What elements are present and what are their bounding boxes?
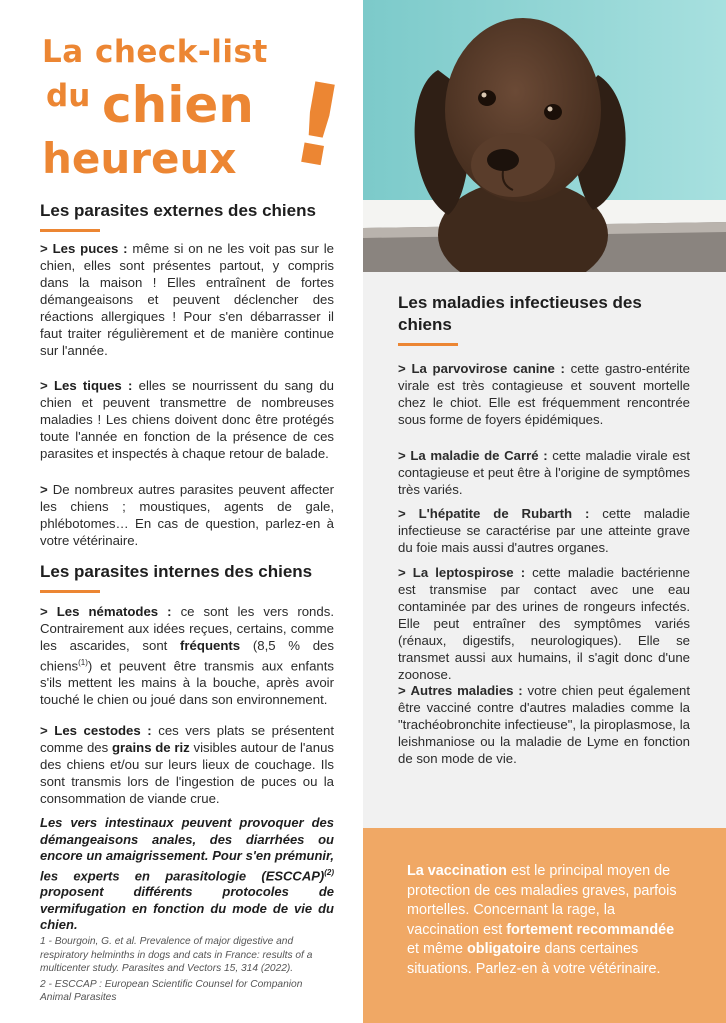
vacc-emphasis: fortement recommandée	[506, 921, 675, 938]
arrow-icon: >	[398, 565, 406, 580]
arrow-icon: >	[40, 604, 48, 619]
item-text: cette maladie virale est contagieuse et peut être à l'origine de symptômes très variés.	[398, 448, 690, 497]
footnote-ref: (2)	[324, 867, 334, 877]
infectious-heading-text: Les maladies infectieuses des chiens	[398, 293, 642, 334]
item-label: Les tiques :	[53, 378, 133, 393]
item-text: ces vers plats se présentent comme des	[40, 723, 334, 755]
footnote-2: 2 - ESCCAP : European Scientific Counsel for Companion Animal Parasites	[40, 978, 303, 1003]
arrow-icon: >	[398, 361, 406, 376]
arrow-icon: >	[398, 683, 406, 698]
list-item	[398, 360, 690, 428]
list-item	[40, 481, 334, 549]
item-emphasis: grains de riz	[111, 740, 190, 755]
vacc-emphasis: La vaccination	[407, 863, 507, 879]
internal-parasites-heading	[40, 561, 340, 593]
arrow-icon: >	[40, 378, 48, 393]
item-text: De nombreux autres parasites peuvent affecter les chiens ; moustiques, agents de gale, phlébotomes… En cas de question, parlez-en à votre vétérinaire.	[40, 482, 334, 548]
list-item	[40, 722, 334, 807]
item-label: Autres maladies :	[410, 683, 523, 698]
item-text: ce sont les vers ronds. Contrairement aux idées reçues, certains, comme les ascarides, sont	[40, 604, 334, 653]
heading-underline	[398, 343, 458, 346]
item-text: (8,5 % des chiens	[40, 638, 334, 674]
title-exclamation: !	[281, 57, 354, 195]
list-item	[40, 240, 334, 359]
title-line-2: du	[46, 78, 91, 114]
item-text: ) et peuvent être transmis aux enfants s'ils mettent les mains à la bouche, après avoir touché le chien ou joué dans son environnement.	[40, 658, 334, 708]
vacc-emphasis: obligatoire	[466, 941, 541, 957]
footnotes	[40, 935, 334, 1007]
item-text: visibles autour de l'anus des chiens et/ou sur leurs lieux de couchage. Ils sont transmis lors de l'ingestion de puces ou la consommation de viande crue.	[40, 740, 335, 806]
item-text: cette maladie bactérienne est transmise par contact avec une eau contaminée par des urines de rongeurs infectés. Elle peut entraîner des symptômes variés (rénaux, digestifs, neurologiques). Elle se transmet aussi aux humains, il s'agit donc d'une zoonose.	[398, 565, 690, 682]
vacc-text: dans certaines situations. Parlez-en à votre vétérinaire.	[407, 941, 661, 977]
vacc-text: est le principal moyen de protection de ces maladies graves, parfois mortelles. Concernant la rage, la vaccination est	[407, 863, 677, 938]
intestinal-worms-note	[40, 815, 334, 934]
title-line-3: chien	[102, 76, 254, 134]
vacc-text: et même	[407, 941, 467, 957]
heading-underline	[40, 229, 100, 232]
external-heading-text: Les parasites externes des chiens	[40, 201, 316, 220]
item-text: elles se nourrissent du sang du chien et peuvent transmettre de nombreuses maladies ! Les chiens doivent donc être protégés toute l'année en fonction de la présence de ces parasites et inspectés à chaque retour de balade.	[40, 378, 335, 461]
list-item	[398, 505, 690, 556]
internal-heading-text: Les parasites internes des chiens	[40, 562, 313, 581]
item-text: votre chien peut également être vacciné contre d'autres maladies comme la "trachéobronchite infectieuse", la piroplasmose, la leishmaniose ou la maladie de Lyme en fonction de son mode de vie.	[398, 683, 690, 766]
item-text: cette gastro-entérite virale est très contagieuse et souvent mortelle chez le chiot. Elle est fréquemment rencontrée sous forme de foyers épidémiques.	[398, 361, 690, 427]
item-label: Les cestodes :	[54, 723, 152, 738]
arrow-icon: >	[40, 723, 48, 738]
item-label: La leptospirose :	[412, 565, 526, 580]
item-label: L'hépatite de Rubarth :	[418, 506, 590, 521]
footnote-1: 1 - Bourgoin, G. et al. Prevalence of major digestive and respiratory helminths in dogs and cats in France: results of a multicenter study. Parasites and Vectors 15, 314 (2022).	[40, 936, 313, 974]
arrow-icon: >	[398, 506, 406, 521]
arrow-icon: >	[398, 448, 406, 463]
list-item	[398, 447, 690, 498]
list-item	[40, 603, 334, 708]
list-item	[40, 377, 334, 462]
title-line-4: heureux	[42, 134, 237, 183]
item-emphasis: fréquents	[180, 638, 241, 653]
list-item	[398, 564, 690, 683]
heading-underline	[40, 590, 100, 593]
puppy-photo	[363, 0, 726, 272]
item-label: La parvovirose canine :	[411, 361, 565, 376]
item-text: même si on ne les voit pas sur le chien, elles sont présentes partout, y compris dans la maison ! Elles entraînent de fortes démangeaisons et peuvent déclencher des réactions allergiques ! Pour s'en débarrasser il faut traiter régulièrement et de manière continue sur l'année.	[40, 241, 335, 358]
infectious-diseases-heading	[398, 292, 698, 346]
arrow-icon: >	[40, 482, 48, 497]
vaccination-text	[407, 862, 687, 979]
item-label: Les puces :	[52, 241, 128, 256]
item-text: cette maladie infectieuse se caractérise par une atteinte grave du foie mais aussi d'autres organes.	[398, 506, 690, 555]
item-label: Les nématodes :	[56, 604, 172, 619]
vaccination-box	[363, 828, 726, 1023]
external-parasites-heading	[40, 200, 340, 232]
note-text: proposent différents protocoles de vermifugation en fonction du mode de vie du chien.	[40, 884, 334, 933]
list-item	[398, 682, 690, 767]
title-line-1: La check-list	[42, 34, 268, 70]
arrow-icon: >	[40, 241, 48, 256]
item-label: La maladie de Carré :	[410, 448, 548, 463]
note-text: Les vers intestinaux peuvent provoquer des démangeaisons anales, des diarrhées ou encore un amaigrissement. Pour s'en prémunir, les experts en parasitologie (ESCCAP)	[40, 815, 334, 883]
footnote-ref: (1)	[78, 658, 88, 667]
